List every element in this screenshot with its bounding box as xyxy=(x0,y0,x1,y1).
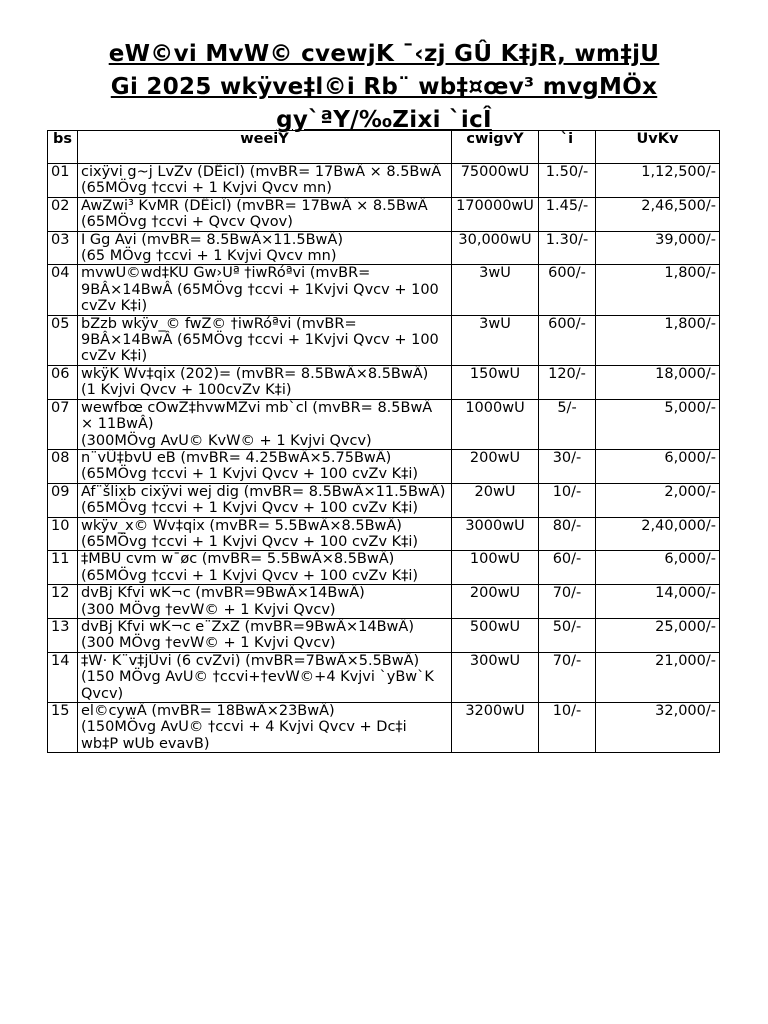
table-row xyxy=(48,618,720,652)
row-rate: 1.45/- xyxy=(539,197,596,231)
title-line-3: gy`ªY/‰Zixi `icÎ xyxy=(276,107,492,133)
row-quantity: 3000wU xyxy=(452,517,539,551)
description-line: wkÿK Wv‡qix (202)= (mvBR= 8.5BwÂ×8.5BwÂ) xyxy=(81,365,429,382)
description-line: (300 MÖvg †evW© + 1 Kvjvi Qvcv) xyxy=(81,601,336,618)
table-row xyxy=(48,652,720,702)
row-description xyxy=(78,585,452,619)
description-line: dvBj Kfvi wK¬c e¨ZxZ (mvBR=9BwÂ×14BwÂ) xyxy=(81,618,414,635)
row-quantity: 500wU xyxy=(452,618,539,652)
header-rate: `i xyxy=(539,131,596,164)
row-description xyxy=(78,449,452,483)
description-line: ‡MBU cvm w¯øc (mvBR= 5.5BwÂ×8.5BwÂ) xyxy=(81,551,395,568)
table-row xyxy=(48,585,720,619)
description-line: (65 MÖvg †ccvi + 1 Kvjvi Qvcv mn) xyxy=(81,248,337,265)
description-line: (150MÖvg AvU© †ccvi + 4 Kvjvi Qvcv + Dc‡i wb‡P wUb evavB) xyxy=(81,719,412,752)
row-amount: 25,000/- xyxy=(596,618,720,652)
description-line: Af¨šlixb cixÿvi wej dig (mvBR= 8.5BwÂ×11.5BwÂ) xyxy=(81,483,446,500)
row-rate: 1.30/- xyxy=(539,231,596,265)
row-rate: 70/- xyxy=(539,652,596,702)
description-line: mvwU©wd‡KU Gw›Uª †iwRóªvi (mvBR= 9BÂ×14BwÂ (65MÖvg †ccvi + 1Kvjvi Qvcv + 100 cvZv K‡i) xyxy=(81,265,444,315)
description-line: ‡W· K¨v‡jÛvi (6 cvZvi) (mvBR=7BwÂ×5.5BwÂ) xyxy=(81,652,420,669)
title-line-2: Gi 2025 wkÿve‡l©i Rb¨ wb‡¤œv³ mvgMÖx xyxy=(110,74,658,100)
row-quantity: 20wU xyxy=(452,483,539,517)
row-quantity: 75000wU xyxy=(452,164,539,198)
row-description xyxy=(78,483,452,517)
table-row xyxy=(48,164,720,198)
description-line: wkÿv_x© Wv‡qix (mvBR= 5.5BwÂ×8.5BwÂ) xyxy=(81,517,402,534)
description-line: cixÿvi g~j LvZv (DËicÎ) (mvBR= 17BwÂ × 8.5BwÂ xyxy=(81,164,442,180)
row-description xyxy=(78,197,452,231)
row-amount: 1,800/- xyxy=(596,265,720,315)
row-rate: 60/- xyxy=(539,551,596,585)
row-rate: 600/- xyxy=(539,265,596,315)
row-description xyxy=(78,315,452,365)
description-line: I Gg Avi (mvBR= 8.5BwÂ×11.5BwÂ) xyxy=(81,231,343,248)
row-serial: 03 xyxy=(48,231,78,265)
row-serial: 02 xyxy=(48,197,78,231)
row-amount: 2,40,000/- xyxy=(596,517,720,551)
table-row xyxy=(48,197,720,231)
row-rate: 120/- xyxy=(539,365,596,399)
row-serial: 01 xyxy=(48,164,78,198)
row-amount: 21,000/- xyxy=(596,652,720,702)
row-serial: 14 xyxy=(48,652,78,702)
description-line: n¨vÛ‡bvU eB (mvBR= 4.25BwÂ×5.75BwÂ) xyxy=(81,449,392,466)
row-rate: 10/- xyxy=(539,703,596,753)
description-line: (300MÖvg AvU© KvW© + 1 Kvjvi Qvcv) xyxy=(81,432,372,449)
row-rate: 30/- xyxy=(539,449,596,483)
table-row xyxy=(48,399,720,449)
row-description xyxy=(78,618,452,652)
description-line: (65MÖvg †ccvi + Qvcv Qvov) xyxy=(81,214,293,231)
row-amount: 39,000/- xyxy=(596,231,720,265)
header-quantity: cwigvY xyxy=(452,131,539,164)
table-row xyxy=(48,517,720,551)
row-quantity: 3wU xyxy=(452,315,539,365)
description-line: (150 MÖvg AvU© †ccvi+†evW©+4 Kvjvi `yBw`K Qvcv) xyxy=(81,669,439,702)
row-description xyxy=(78,517,452,551)
row-amount: 18,000/- xyxy=(596,365,720,399)
description-line: (1 Kvjvi Qvcv + 100cvZv K‡i) xyxy=(81,382,292,399)
row-amount: 2,46,500/- xyxy=(596,197,720,231)
row-serial: 10 xyxy=(48,517,78,551)
row-quantity: 3wU xyxy=(452,265,539,315)
header-serial: bs xyxy=(48,131,78,164)
row-description xyxy=(78,551,452,585)
table-row xyxy=(48,265,720,315)
document-title xyxy=(40,38,728,137)
header-amount: UvKv xyxy=(596,131,720,164)
description-line: (65MÖvg †ccvi + 1 Kvjvi Qvcv + 100 cvZv K‡i) xyxy=(81,500,419,517)
row-amount: 14,000/- xyxy=(596,585,720,619)
row-serial: 11 xyxy=(48,551,78,585)
table-row xyxy=(48,551,720,585)
row-quantity: 150wU xyxy=(452,365,539,399)
row-quantity: 3200wU xyxy=(452,703,539,753)
row-rate: 600/- xyxy=(539,315,596,365)
row-serial: 13 xyxy=(48,618,78,652)
row-serial: 06 xyxy=(48,365,78,399)
row-serial: 09 xyxy=(48,483,78,517)
row-rate: 10/- xyxy=(539,483,596,517)
row-rate: 1.50/- xyxy=(539,164,596,198)
description-line: (65MÖvg †ccvi + 1 Kvjvi Qvcv + 100 cvZv K‡i) xyxy=(81,466,419,483)
table-row xyxy=(48,365,720,399)
description-line: (65MÖvg †ccvi + 1 Kvjvi Qvcv + 100 cvZv K‡i) xyxy=(81,567,419,584)
description-line: AwZwi³ KvMR (DËicÎ) (mvBR= 17BwÂ × 8.5BwÂ xyxy=(81,197,428,214)
row-rate: 70/- xyxy=(539,585,596,619)
table-row xyxy=(48,703,720,753)
row-description xyxy=(78,652,452,702)
row-description xyxy=(78,231,452,265)
row-serial: 07 xyxy=(48,399,78,449)
row-serial: 15 xyxy=(48,703,78,753)
header-description: weeiY xyxy=(78,131,452,164)
row-amount: 2,000/- xyxy=(596,483,720,517)
row-serial: 05 xyxy=(48,315,78,365)
row-quantity: 1000wU xyxy=(452,399,539,449)
description-line: wewfbœ cÖwZ‡hvwMZvi mb`cl (mvBR= 8.5BwÂ × 11BwÂ) xyxy=(81,399,437,433)
description-line: el©cywÄ (mvBR= 18BwÂ×23BwÂ) xyxy=(81,703,335,719)
table-row xyxy=(48,483,720,517)
row-amount: 32,000/- xyxy=(596,703,720,753)
row-amount: 1,800/- xyxy=(596,315,720,365)
description-line: (65MÖvg †ccvi + 1 Kvjvi Qvcv + 100 cvZv K‡i) xyxy=(81,533,419,550)
row-description xyxy=(78,265,452,315)
row-quantity: 200wU xyxy=(452,449,539,483)
row-amount: 5,000/- xyxy=(596,399,720,449)
table-header-row xyxy=(48,131,720,164)
row-amount: 6,000/- xyxy=(596,551,720,585)
table-row xyxy=(48,315,720,365)
row-amount: 6,000/- xyxy=(596,449,720,483)
description-line: bZzb wkÿv_© fwZ© †iwRóªvi (mvBR= 9BÂ×14BwÂ (65MÖvg †ccvi + 1Kvjvi Qvcv + 100 cvZv K‡i) xyxy=(81,315,444,365)
row-description xyxy=(78,164,452,198)
row-amount: 1,12,500/- xyxy=(596,164,720,198)
title-line-1: eW©vi MvW© cvewjK ¯‹zj GÛ K‡jR, wm‡jU xyxy=(108,41,660,67)
description-line: (300 MÖvg †evW© + 1 Kvjvi Qvcv) xyxy=(81,635,336,652)
row-rate: 5/- xyxy=(539,399,596,449)
row-quantity: 100wU xyxy=(452,551,539,585)
row-serial: 08 xyxy=(48,449,78,483)
row-quantity: 170000wU xyxy=(452,197,539,231)
row-quantity: 200wU xyxy=(452,585,539,619)
price-table xyxy=(47,130,720,753)
row-description xyxy=(78,365,452,399)
row-quantity: 30,000wU xyxy=(452,231,539,265)
row-rate: 50/- xyxy=(539,618,596,652)
row-description xyxy=(78,703,452,753)
description-line: dvBj Kfvi wK¬c (mvBR=9BwÂ×14BwÂ) xyxy=(81,585,365,602)
row-rate: 80/- xyxy=(539,517,596,551)
row-description xyxy=(78,399,452,449)
table-row xyxy=(48,449,720,483)
table-body xyxy=(48,164,720,753)
table-row xyxy=(48,231,720,265)
row-quantity: 300wU xyxy=(452,652,539,702)
row-serial: 04 xyxy=(48,265,78,315)
row-serial: 12 xyxy=(48,585,78,619)
description-line: (65MÖvg †ccvi + 1 Kvjvi Qvcv mn) xyxy=(81,180,332,197)
